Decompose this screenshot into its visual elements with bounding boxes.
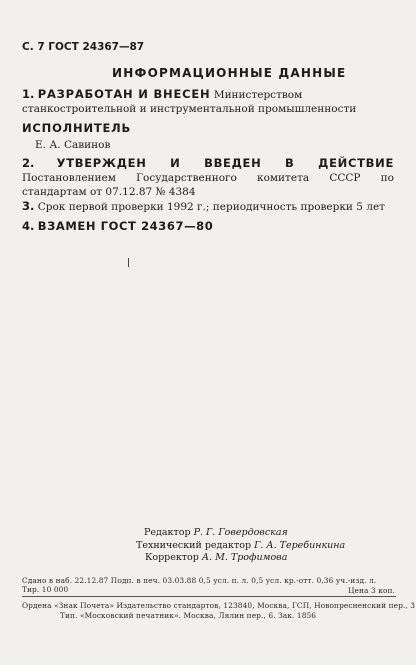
credit-name: А. М. Трофимова: [201, 552, 288, 563]
section-number: 1.: [22, 87, 35, 101]
section-text: Срок первой проверки 1992 г.; периодичность проверки 5 лет: [37, 201, 385, 213]
document-title: ИНФОРМАЦИОННЫЕ ДАННЫЕ: [112, 66, 347, 80]
section-heading: ВЗАМЕН ГОСТ 24367—80: [37, 219, 214, 233]
imprint-printer: Тип. «Московский печатник». Москва, Лялин пер., 6. Зак. 1856: [60, 611, 317, 620]
section-number: 2.: [22, 156, 35, 170]
credit-name: Р. Г. Говердовская: [193, 527, 288, 538]
credit-label: Корректор: [145, 552, 199, 563]
credit-editor: [144, 527, 288, 538]
section-approved: [22, 156, 394, 199]
imprint-price: Цена 3 коп.: [348, 586, 395, 595]
page-header: С. 7 ГОСТ 24367—87: [22, 41, 145, 53]
imprint-divider: [22, 596, 396, 597]
credit-tech-editor: [136, 540, 345, 551]
credit-corrector: [145, 552, 287, 563]
imprint-circulation: Тир. 10 000: [22, 585, 69, 594]
credit-label: Редактор: [144, 527, 191, 538]
section-developed: [22, 87, 394, 116]
section-number: 3.: [22, 199, 35, 213]
section-text: Министерством станкостроительной и инструментальной промышленности: [22, 89, 357, 115]
credit-name: Г. А. Теребинкина: [254, 540, 346, 551]
section-inspection: [22, 199, 394, 214]
executor-heading: ИСПОЛНИТЕЛЬ: [22, 121, 132, 135]
executor-person: Е. А. Савинов: [35, 139, 111, 151]
section-replaces: [22, 219, 394, 234]
print-mark: [128, 258, 129, 267]
section-number: 4.: [22, 219, 35, 233]
section-text: Постановлением Государственного комитета СССР по стандартам от 07.12.87 № 4384: [22, 172, 394, 198]
section-heading: УТВЕРЖДЕН И ВВЕДЕН В ДЕЙСТВИЕ: [56, 156, 394, 170]
imprint-print-data: Сдано в наб. 22.12.87 Подп. в печ. 03.03.88 0,5 усл. п. л. 0,5 усл. кр.-отт. 0,36 уч.-изд. л.: [22, 576, 377, 585]
section-heading: РАЗРАБОТАН И ВНЕСЕН: [37, 87, 211, 101]
credit-label: Технический редактор: [136, 540, 252, 551]
executor-heading-block: [22, 121, 394, 136]
imprint-publisher: Ордена «Знак Почета» Издательство стандартов, 123840, Москва, ГСП, Новопресненский пер., 3: [22, 601, 416, 610]
